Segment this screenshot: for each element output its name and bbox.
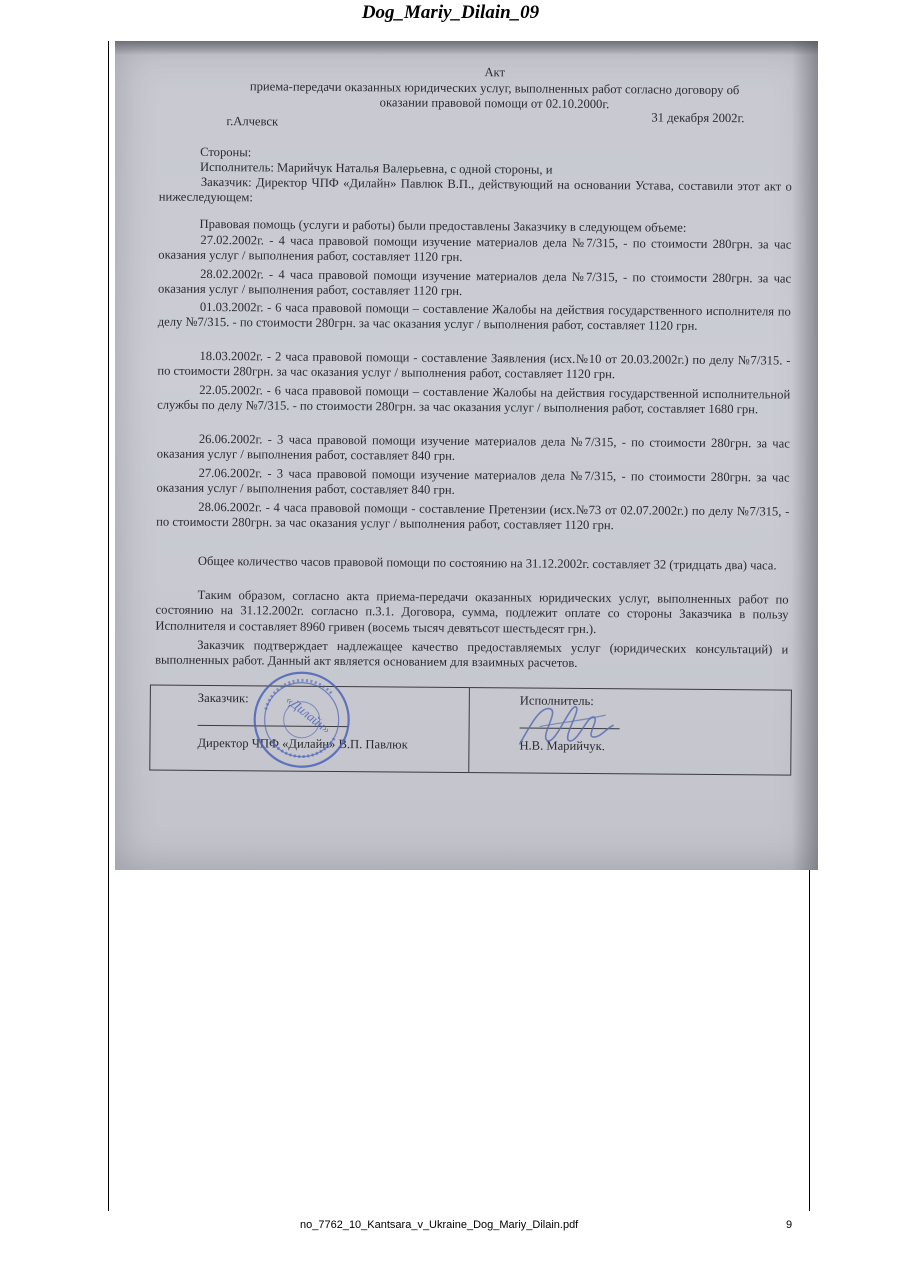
total-sum: Таким образом, согласно акта приема-передачи оказанных юридических услуг, выполненных работ по состоянию на 31.12.2002г. согласно п.3.1. Договора, сумма, подлежит оплате со стороны Заказчика в пользу Исполнителя и составляет 8960 гривен (восемь тысяч девятьсот шестьдесят грн.). [155, 587, 789, 636]
scanned-document [115, 41, 818, 870]
service-item: 18.03.2002г. - 2 часа правовой помощи - составление Заявления (исх.№10 от 20.03.2002г.) по делу №7/315. - по стоимости 280грн. за час оказания услуг / выполнения работ, составляет 1120 грн. [157, 348, 791, 382]
frame-line-left [108, 41, 109, 1211]
executor-name: Н.В. Марийчук. [519, 738, 605, 754]
services-intro: Правовая помощь (услуги и работы) были предоставлены Заказчику в следующем объеме: [199, 216, 687, 235]
service-item: 26.06.2002г. - 3 часа правовой помощи изучение материалов дела №7/315, - по стоимости 280грн. за час оказания услуг / выполнения работ, составляет 840 грн. [156, 431, 790, 464]
customer-label: Заказчик: [197, 690, 249, 706]
service-item: 22.05.2002г. - 6 часа правовой помощи – составление Жалобы на действия государственной исполнительной службы по делу №7/315. - по стоимости 280грн. за час оказания услуг / выполнения работ, составляет 1680 грн. [157, 382, 791, 417]
confirmation: Заказчик подтверждает надлежащее качество предоставляемых услуг (юридических консультаций) и выполненных работ. Данный акт является основанием для взаимных расчетов. [155, 637, 789, 671]
service-item: 01.03.2002г. - 6 часа правовой помощи – составление Жалобы на действия государственного исполнителя по делу №7/315. - по стоимости 280грн. за час оказания услуг / выполнения работ, составляет 1120 грн. [157, 299, 791, 334]
act-subheading-line2: оказании правовой помощи от 02.10.2000г. [379, 95, 610, 112]
service-item: 27.06.2002г. - 3 часа правовой помощи изучение материалов дела №7/315, - по стоимости 280грн. за час оказания услуг / выполнения работ, составляет 840 грн. [156, 465, 790, 498]
frame-line-right [809, 870, 810, 1211]
page-title: Dog_Mariy_Dilain_09 [361, 2, 540, 23]
footer-filename: no_7762_10_Kantsara_v_Ukraine_Dog_Mariy_Dilain.pdf [300, 1219, 579, 1231]
act-date: 31 декабря 2002г. [651, 110, 745, 126]
total-hours: Общее количество часов правовой помощи по состоянию на 31.12.2002г. составляет 32 (тридцать два) часа. [197, 553, 777, 573]
stamp-text: «Дилайн» [283, 691, 334, 737]
service-item: 28.06.2002г. - 4 часа правовой помощи - составление Претензии (исх.№73 от 02.07.2002г.) по делу №7/315, - по стоимости 280грн. за час оказания услуг / выполнения работ, составляет 1120 грн. [156, 499, 790, 533]
customer-line: Заказчик: Директор ЧПФ «Дилайн» Павлюк В.П., действующий на основании Устава, составили этот акт о нижеследующем: [158, 174, 792, 205]
service-item: 27.02.2002г. - 4 часа правовой помощи изучение материалов дела №7/315, - по стоимости 280грн. за час оказания услуг / выполнения работ, составляет 1120 грн. [158, 232, 792, 265]
service-item: 28.02.2002г. - 4 часа правовой помощи изучение материалов дела №7/315, - по стоимости 280грн. за час оказания услуг / выполнения работ, составляет 1120 грн. [157, 266, 792, 299]
customer-name: Директор ЧПФ «Дилайн» В.П. Павлюк [197, 735, 408, 752]
parties-label: Стороны: [200, 144, 252, 160]
act-heading: Акт [484, 65, 506, 80]
executor-signature [509, 696, 619, 757]
act-subheading-line1: приема-передачи оказанных юридических услуг, выполненных работ согласно договору об [249, 79, 740, 98]
company-stamp [251, 669, 352, 770]
page-number: 9 [786, 1219, 793, 1231]
executor-line: Исполнитель: Марийчук Наталья Валерьевна, с одной стороны, и [199, 159, 553, 177]
document-content [115, 41, 818, 870]
signature-table-divider [468, 688, 470, 772]
executor-label: Исполнитель: [519, 693, 594, 709]
city: г.Алчевск [226, 114, 279, 129]
